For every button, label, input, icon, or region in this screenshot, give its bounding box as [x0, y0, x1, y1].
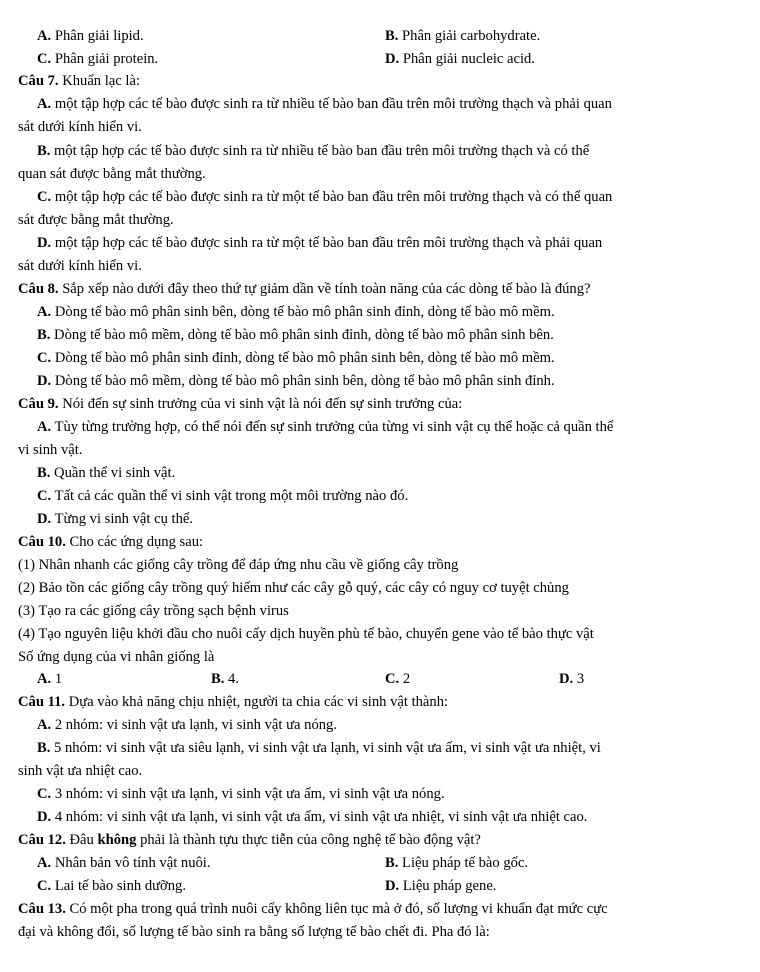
q11-option-b-cont: sinh vật ưa nhiệt cao.	[18, 763, 143, 779]
question-text: Khuẩn lạc là:	[58, 73, 140, 89]
q10-option-d	[559, 670, 584, 688]
option-label: C.	[37, 189, 52, 205]
option-text: Nhân bản vô tính vật nuôi.	[51, 855, 211, 871]
option-label: B.	[385, 855, 399, 871]
q10-option-c	[385, 670, 410, 688]
q7-option-d-cont: sát dưới kính hiển vi.	[18, 258, 142, 274]
q11-option-c	[37, 785, 445, 803]
option-label: C.	[385, 671, 400, 687]
q6-option-c	[37, 50, 158, 68]
q10-option-b	[211, 670, 239, 688]
q7-stem	[18, 72, 140, 90]
option-label: A.	[37, 671, 52, 687]
option-text: Từng vi sinh vật cụ thể.	[51, 511, 194, 527]
option-label: C.	[37, 488, 52, 504]
question-label: Câu 9.	[18, 396, 59, 412]
option-text: 5 nhóm: vi sinh vật ưa siêu lạnh, vi sinh vật ưa lạnh, vi sinh vật ưa ấm, vi sinh vật ưa nhiệt, vi	[50, 740, 601, 756]
q7-option-c-cont: sát được bằng mắt thường.	[18, 212, 174, 228]
q12-option-d	[385, 877, 496, 895]
option-text: 1	[51, 671, 63, 687]
option-text: Phân giải lipid.	[51, 28, 144, 44]
q6-option-a	[37, 27, 144, 45]
q7-option-d	[37, 234, 602, 252]
q12-option-b	[385, 854, 528, 872]
question-text: Nói đến sự sinh trưởng của vi sinh vật là nói đến sự sinh trưởng của:	[58, 396, 463, 412]
q9-option-a-cont: vi sinh vật.	[18, 442, 83, 458]
q9-option-a	[37, 418, 613, 436]
q7-option-b	[37, 142, 589, 160]
q13-stem	[18, 900, 608, 918]
q11-option-b	[37, 739, 601, 757]
q10-item-4: (4) Tạo nguyên liệu khởi đầu cho nuôi cấy dịch huyền phù tế bào, chuyển gene vào tế bào thực vật	[18, 626, 594, 642]
q13-stem-cont: đại và không đổi, số lượng tế bào sinh ra bằng số lượng tế bào chết đi. Pha đó là:	[18, 924, 490, 940]
q7-option-b-cont: quan sát được bằng mắt thường.	[18, 166, 206, 182]
option-label: D.	[385, 51, 400, 67]
option-text: Dòng tế bào mô mềm, dòng tế bào mô phân sinh đỉnh, dòng tế bào mô phân sinh bên.	[50, 327, 554, 343]
q9-option-d	[37, 510, 193, 528]
q6-option-b	[385, 27, 540, 45]
q10-item-1: (1) Nhân nhanh các giống cây trồng để đáp ứng nhu cầu về giống cây trồng	[18, 557, 459, 573]
question-emphasis: không	[97, 832, 137, 848]
option-text: Dòng tế bào mô phân sinh bên, dòng tế bào mô phân sinh đỉnh, dòng tế bào mô mềm.	[51, 304, 555, 320]
question-label: Câu 8.	[18, 281, 59, 297]
q8-option-b	[37, 326, 554, 344]
q11-option-a	[37, 716, 337, 734]
option-label: B.	[37, 143, 51, 159]
q8-option-d	[37, 372, 555, 390]
option-label: C.	[37, 350, 52, 366]
option-text: 3 nhóm: vi sinh vật ưa lạnh, vi sinh vật ưa ấm, vi sinh vật ưa nóng.	[51, 786, 445, 802]
q11-stem	[18, 693, 448, 711]
q10-item-3: (3) Tạo ra các giống cây trồng sạch bệnh virus	[18, 603, 289, 619]
option-text: Quần thể vi sinh vật.	[50, 465, 176, 481]
q8-stem	[18, 280, 591, 298]
option-text: một tập hợp các tế bào được sinh ra từ một tế bào ban đầu trên môi trường thạch và có thể quan	[51, 189, 613, 205]
option-label: C.	[37, 878, 52, 894]
option-text: 4.	[224, 671, 239, 687]
option-label: D.	[37, 235, 52, 251]
option-label: B.	[385, 28, 399, 44]
question-label: Câu 12.	[18, 832, 66, 848]
option-text: 3	[573, 671, 585, 687]
q9-option-b	[37, 464, 175, 482]
q10-prompt: Số ứng dụng của vi nhân giống là	[18, 649, 215, 665]
question-text: Đâu	[65, 832, 98, 848]
option-text: Phân giải nucleic acid.	[399, 51, 535, 67]
option-label: D.	[37, 511, 52, 527]
q10-option-a	[37, 670, 62, 688]
question-text: Có một pha trong quá trình nuôi cấy không liên tục mà ở đó, số lượng vi khuẩn đạt mức cực	[65, 901, 608, 917]
option-text: Lai tế bào sinh dưỡng.	[51, 878, 186, 894]
q10-stem	[18, 533, 203, 551]
question-text: Dựa vào khả năng chịu nhiệt, người ta chia các vi sinh vật thành:	[65, 694, 449, 710]
option-text: một tập hợp các tế bào được sinh ra từ nhiều tế bào ban đầu trên môi trường thạch và có thể	[50, 143, 590, 159]
option-label: C.	[37, 786, 52, 802]
option-label: B.	[37, 327, 51, 343]
q8-option-a	[37, 303, 555, 321]
question-label: Câu 11.	[18, 694, 66, 710]
question-text: Sắp xếp nào dưới đây theo thứ tự giảm dần về tính toàn năng của các dòng tế bào là đúng?	[58, 281, 591, 297]
option-text: một tập hợp các tế bào được sinh ra từ một tế bào ban đầu trên môi trường thạch và phải quan	[51, 235, 603, 251]
q10-item-2: (2) Bảo tồn các giống cây trồng quý hiếm như các cây gỗ quý, các cây có nguy cơ tuyệt chủng	[18, 580, 569, 596]
q9-option-c	[37, 487, 408, 505]
q7-option-a	[37, 95, 612, 113]
q11-option-d	[37, 808, 587, 826]
q9-stem	[18, 395, 462, 413]
option-text: 4 nhóm: vi sinh vật ưa lạnh, vi sinh vật ưa ấm, vi sinh vật ưa nhiệt, vi sinh vật ưa nhiệt cao.	[51, 809, 588, 825]
option-label: D.	[385, 878, 400, 894]
option-label: A.	[37, 717, 52, 733]
question-label: Câu 7.	[18, 73, 59, 89]
option-label: C.	[37, 51, 52, 67]
option-label: B.	[37, 740, 51, 756]
question-text: Cho các ứng dụng sau:	[65, 534, 204, 550]
q12-option-a	[37, 854, 211, 872]
option-label: A.	[37, 28, 52, 44]
option-text: Dòng tế bào mô mềm, dòng tế bào mô phân sinh bên, dòng tế bào mô phân sinh đỉnh.	[51, 373, 555, 389]
q12-option-c	[37, 877, 186, 895]
option-label: A.	[37, 419, 52, 435]
q6-option-d	[385, 50, 535, 68]
option-text: Dòng tế bào mô phân sinh đỉnh, dòng tế bào mô phân sinh bên, dòng tế bào mô mềm.	[51, 350, 555, 366]
option-label: A.	[37, 855, 52, 871]
option-label: A.	[37, 304, 52, 320]
question-label: Câu 13.	[18, 901, 66, 917]
option-text: Tất cả các quần thể vi sinh vật trong một môi trường nào đó.	[51, 488, 409, 504]
option-label: D.	[37, 373, 52, 389]
option-label: D.	[37, 809, 52, 825]
option-text: Tùy từng trường hợp, có thể nói đến sự sinh trưởng của từng vi sinh vật cụ thể hoặc cả quần thể	[51, 419, 614, 435]
q12-stem	[18, 831, 481, 849]
option-text: 2 nhóm: vi sinh vật ưa lạnh, vi sinh vật ưa nóng.	[51, 717, 337, 733]
option-text: Phân giải carbohydrate.	[398, 28, 541, 44]
option-text: 2	[399, 671, 411, 687]
q8-option-c	[37, 349, 555, 367]
option-label: B.	[37, 465, 51, 481]
option-text: một tập hợp các tế bào được sinh ra từ nhiều tế bào ban đầu trên môi trường thạch và phải quan	[51, 96, 612, 112]
q7-option-c	[37, 188, 612, 206]
option-text: Liệu pháp gene.	[399, 878, 497, 894]
option-label: A.	[37, 96, 52, 112]
question-label: Câu 10.	[18, 534, 66, 550]
option-text: Liệu pháp tế bào gốc.	[398, 855, 529, 871]
q7-option-a-cont: sát dưới kính hiển vi.	[18, 119, 142, 135]
option-label: B.	[211, 671, 225, 687]
option-text: Phân giải protein.	[51, 51, 159, 67]
question-text-rest: phải là thành tựu thực tiễn của công nghệ tế bào động vật?	[136, 832, 481, 848]
option-label: D.	[559, 671, 574, 687]
